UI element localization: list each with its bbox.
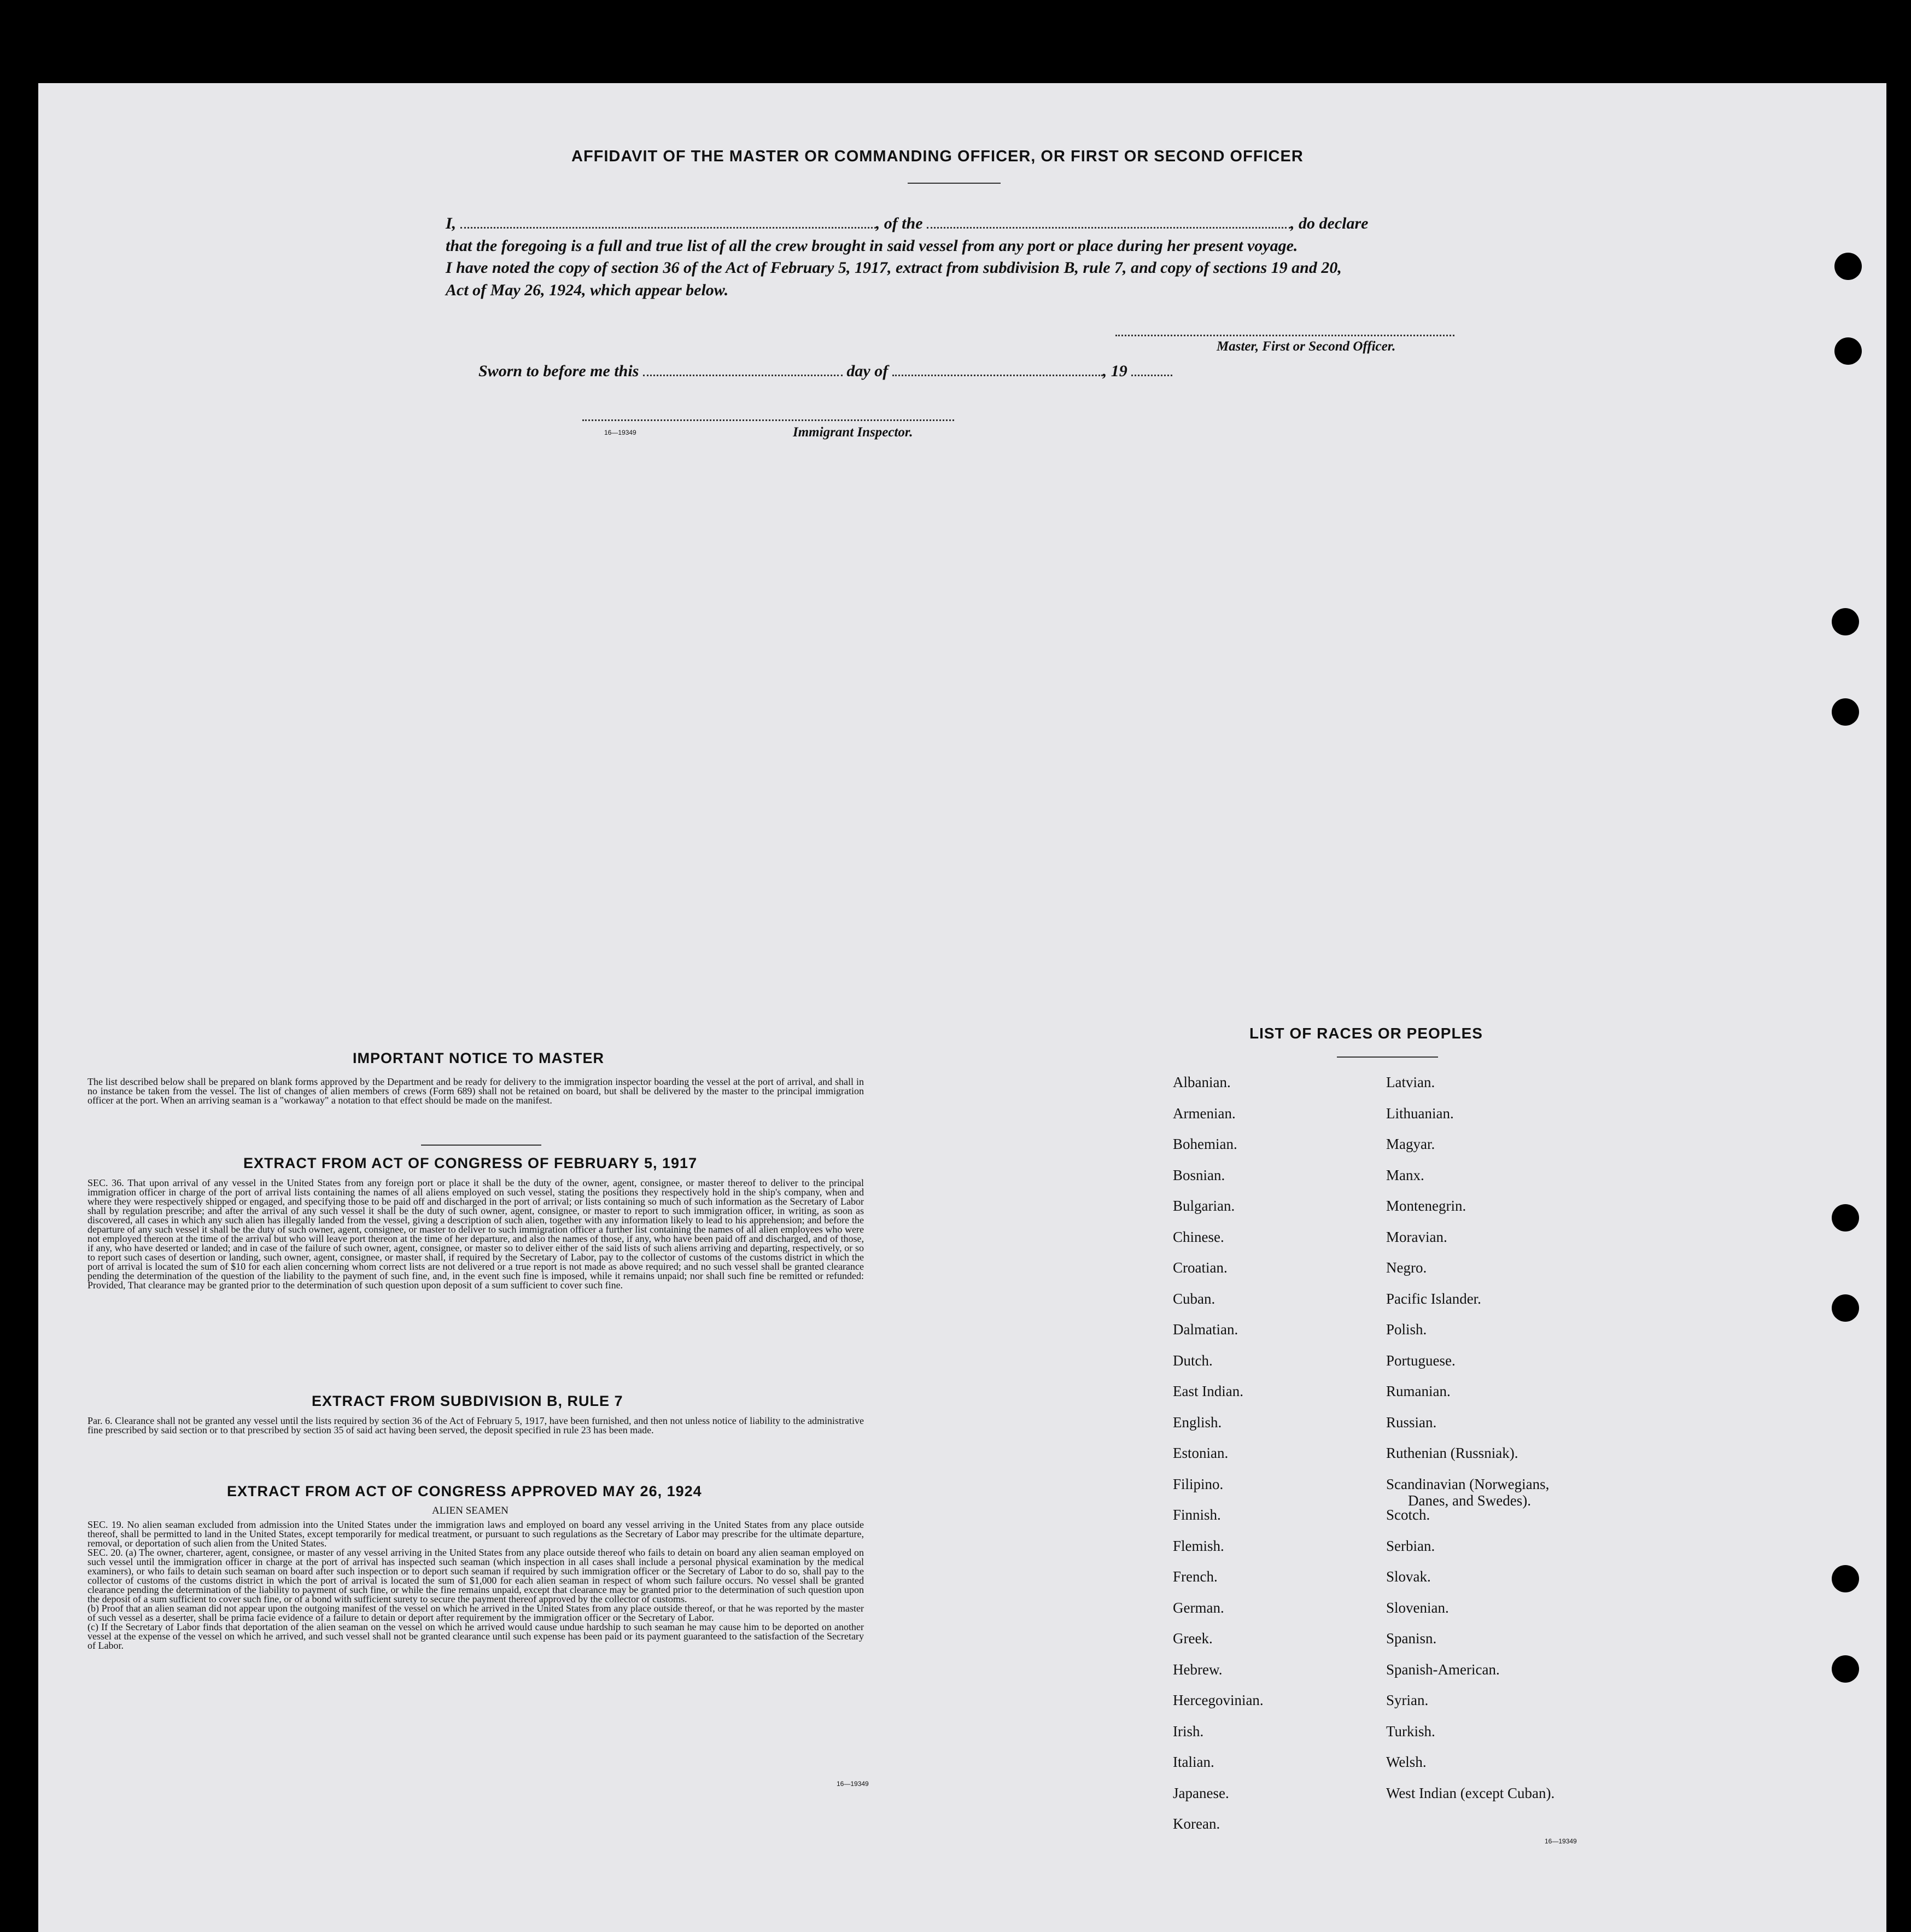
race-item: English.	[1173, 1414, 1222, 1431]
race-item: Bulgarian.	[1173, 1198, 1235, 1214]
section-20a: SEC. 20. (a) The owner, charterer, agent, consignee, or master of any vessel arriving in the United States from any place outside thereof who fails to detain on board any alien seaman employed on such vessel until the immigration officer in charge at the port of arrival has inspected such seaman (which inspection in all cases shall include a personal physical examination by the medical examiners), or who fails to detain such seaman on board after such inspection or to deport such seaman if required by such immigration officer or the Secretary of Labor to do so, shall pay to the collector of customs of the customs district in which the port of arrival is located the sum of $1,000 for each alien seaman in respect of whom such failure occurs. No vessel shall be granted clearance pending the determination of the liability to payment of such fine, or while the fine remains unpaid, except that clearance may be granted prior to the determination of such question upon the deposit of a sum sufficient to cover such fine, or of a bond with sufficient surety to secure the payment thereof approved by the collector of customs.	[87, 1547, 864, 1604]
sworn-day-field[interactable]	[643, 374, 843, 376]
extract-1917-title: EXTRACT FROM ACT OF CONGRESS OF FEBRUARY 5, 1917	[243, 1155, 698, 1171]
affidavit-line-4: Act of May 26, 1924, which appear below.	[446, 281, 729, 299]
affidavit-l1-b: , of the	[875, 214, 923, 232]
notice-divider	[421, 1145, 541, 1146]
race-item: Greek.	[1173, 1630, 1213, 1647]
race-item: Japanese.	[1173, 1784, 1229, 1801]
race-item: Bohemian.	[1173, 1136, 1237, 1152]
affidavit-line-3: I have noted the copy of section 36 of the Act of February 5, 1917, extract from subdivision B, rule 7, and copy of sections 19 and 20,	[446, 259, 1342, 277]
affidavit-l1-c: , do declare	[1290, 214, 1369, 232]
race-item: Italian.	[1173, 1754, 1214, 1770]
title-divider	[908, 183, 1001, 184]
race-item: Slovak.	[1386, 1568, 1431, 1585]
race-item: Hebrew.	[1173, 1661, 1223, 1678]
punch-hole	[1832, 1204, 1859, 1231]
sworn-b: day of	[846, 362, 889, 380]
sworn-line	[478, 362, 1172, 381]
sworn-year-field[interactable]	[1131, 374, 1172, 376]
race-item: Finnish.	[1173, 1507, 1221, 1523]
race-item: Croatian.	[1173, 1259, 1228, 1276]
race-item: Ruthenian (Russniak).	[1386, 1445, 1518, 1461]
affidavit-title: AFFIDAVIT OF THE MASTER OR COMMANDING OFFICER, OR FIRST OR SECOND OFFICER	[571, 148, 1304, 165]
race-item: Latvian.	[1386, 1074, 1435, 1090]
punch-hole	[1834, 253, 1862, 280]
race-item: Slovenian.	[1386, 1599, 1449, 1616]
declarant-name-field[interactable]	[460, 226, 876, 229]
race-item: German.	[1173, 1599, 1224, 1616]
race-item: Scandinavian (Norwegians,	[1386, 1475, 1550, 1492]
rule7-body: Par. 6. Clearance shall not be granted any vessel until the lists required by section 36 of the Act of February 5, 1917, have been furnished, and then not unless notice of liability to the administrative fine prescribed by said section or to that prescribed by section 35 of said act having been served, the deposit specified in rule 23 has been made.	[87, 1415, 864, 1435]
race-item: Portuguese.	[1386, 1352, 1456, 1369]
races-title: LIST OF RACES OR PEOPLES	[1249, 1025, 1483, 1042]
race-item: Russian.	[1386, 1414, 1437, 1431]
extract-1924-subtitle: ALIEN SEAMEN	[432, 1505, 509, 1516]
affidavit-line-1	[446, 214, 1368, 233]
race-item: East Indian.	[1173, 1383, 1243, 1399]
race-item: Korean.	[1173, 1816, 1220, 1832]
races-divider	[1337, 1057, 1438, 1058]
section-19: SEC. 19. No alien seaman excluded from admission into the United States under the immigration laws and employed on board any vessel arriving in the United States from any place outside thereof, shall be permitted to land in the United States, except temporarily for medical treatment, or pursuant to such regulations as the Secretary of Labor may prescribe for the ultimate departure, removal, or deportation of such alien from the United States.	[87, 1519, 864, 1549]
punch-hole	[1832, 698, 1859, 726]
race-item: Dalmatian.	[1173, 1321, 1238, 1338]
race-item: Cuban.	[1173, 1290, 1215, 1307]
race-item: Polish.	[1386, 1321, 1427, 1338]
race-item: Albanian.	[1173, 1074, 1231, 1090]
race-item: West Indian (except Cuban).	[1386, 1784, 1555, 1801]
races-form-number: 16—19349	[1545, 1837, 1577, 1845]
notice-title: IMPORTANT NOTICE TO MASTER	[353, 1050, 604, 1066]
section-20b: (b) Proof that an alien seaman did not appear upon the outgoing manifest of the vessel on which he arrived in the United States from any place outside thereof, or that he was reported by the master of such vessel as a deserter, shall be prima facie evidence of a failure to detain or deport after requirement by the immigration officer or the Secretary of Labor.	[87, 1603, 864, 1623]
race-item: Flemish.	[1173, 1537, 1224, 1554]
race-item: Magyar.	[1386, 1136, 1435, 1152]
race-item: Spanish-American.	[1386, 1661, 1500, 1678]
race-item: Moravian.	[1386, 1228, 1447, 1245]
master-signature-field[interactable]	[1115, 335, 1454, 336]
inspector-signature-field[interactable]	[582, 419, 954, 421]
master-signature-label: Master, First or Second Officer.	[1217, 339, 1396, 354]
inspector-signature-label: Immigrant Inspector.	[793, 425, 913, 440]
extract-1924-title: EXTRACT FROM ACT OF CONGRESS APPROVED MAY 26, 1924	[227, 1483, 702, 1499]
race-item: Pacific Islander.	[1386, 1290, 1481, 1307]
race-item: Armenian.	[1173, 1105, 1236, 1122]
punch-hole	[1832, 608, 1859, 635]
race-item: Montenegrin.	[1386, 1198, 1466, 1214]
race-item: Turkish.	[1386, 1723, 1435, 1740]
vessel-name-field[interactable]	[927, 226, 1290, 229]
race-item: Lithuanian.	[1386, 1105, 1454, 1122]
section-20c: (c) If the Secretary of Labor finds that deportation of the alien seaman on the vessel on which he arrived would cause undue hardship to such seaman he may cause him to be deported on another vessel at the expense of the vessel on which he arrived, and such vessel shall not be granted clearance until such expense has been paid or its payment guaranteed to the satisfaction of the Secretary of Labor.	[87, 1621, 864, 1651]
form-sheet	[38, 83, 1886, 1932]
affidavit-line-2: that the foregoing is a full and true list of all the crew brought in said vessel from any port or place during her present voyage.	[446, 237, 1298, 255]
punch-hole	[1834, 337, 1862, 365]
race-item: Syrian.	[1386, 1692, 1429, 1708]
sworn-c: , 19	[1102, 362, 1127, 380]
race-item: Manx.	[1386, 1166, 1424, 1183]
race-item: French.	[1173, 1568, 1218, 1585]
race-item: Negro.	[1386, 1259, 1427, 1276]
punch-hole	[1832, 1294, 1859, 1322]
race-item: Hercegovinian.	[1173, 1692, 1264, 1708]
punch-hole	[1832, 1655, 1859, 1683]
race-item: Serbian.	[1386, 1537, 1435, 1554]
race-item: Bosnian.	[1173, 1166, 1225, 1183]
affidavit-l1-a: I,	[446, 214, 457, 232]
affidavit-form-number: 16—19349	[604, 429, 636, 436]
extract-form-number: 16—19349	[837, 1780, 869, 1788]
race-item: Spanisn.	[1386, 1630, 1437, 1647]
sworn-a: Sworn to before me this	[478, 362, 639, 380]
notice-body: The list described below shall be prepared on blank forms approved by the Department and be ready for delivery to the immigration inspector boarding the vessel at the port of arrival, and shall in no instance be taken from the vessel. The list of changes of alien members of crews (Form 689) shall not be retained on board, but shall be delivered by the master to the principal immigration officer at the port. When an arriving seaman is a "workaway" a notation to that effect should be made on the manifest.	[87, 1076, 864, 1106]
race-item: Welsh.	[1386, 1754, 1427, 1770]
punch-hole	[1832, 1565, 1859, 1592]
race-item: Filipino.	[1173, 1475, 1224, 1492]
race-item: Irish.	[1173, 1723, 1204, 1740]
race-item: Dutch.	[1173, 1352, 1213, 1369]
race-item: Scotch.	[1386, 1507, 1430, 1523]
race-item: Rumanian.	[1386, 1383, 1451, 1399]
sworn-month-field[interactable]	[892, 374, 1103, 376]
extract-1924-body	[87, 1520, 864, 1650]
race-item: Danes, and Swedes).	[1408, 1492, 1531, 1509]
extract-1917-body: SEC. 36. That upon arrival of any vessel in the United States from any foreign port or place it shall be the duty of the owner, agent, consignee, or master thereof to deliver to the principal immigration officer in charge of the port of arrival lists containing the names of all aliens employed on such vessel, stating the positions they respectively hold in the ship's company, when and where they were respectively shipped or engaged, and specifying those to be paid off and discharged in the port of arrival; or lists containing so much of such information as the Secretary of Labor shall by regulation prescribe; and after the arrival of any such vessel it shall be the duty of such owner, agent, consignee, or master to report to such immigration officer, in writing, as soon as discovered, all cases in which any such alien has illegally landed from the vessel, giving a description of such alien, together with any information likely to lead to his apprehension; and before the departure of any such vessel it shall be the duty of such owner, agent, consignee, or master to deliver to such immigration officer a further list containing the names of all alien employees who were not employed thereon at the time of the arrival but who will leave port thereon at the time of her departure, and also the names of those, if any, who have been paid off and discharged, and of those, if any, who have deserted or landed; and in case of the failure of such owner, agent, consignee, or master so to deliver either of the said lists of such aliens arriving and departing, respectively, or so to report such cases of desertion or landing, such owner, agent, consignee, or master shall, if required by the Secretary of Labor, pay to the collector of customs of the customs district in which the port of arrival is located the sum of $10 for each alien concerning whom correct lists are not delivered or a true report is not made as above required; and no such vessel shall be granted clearance pending the determination of the question of the liability to the payment of such fine, and, in the event such fine is imposed, while it remains unpaid; nor shall such fine be remitted or refunded: Provided, That clearance may be granted prior to the determination of such question upon deposit of a sum sufficient to cover such fine.	[87, 1177, 864, 1291]
rule7-title: EXTRACT FROM SUBDIVISION B, RULE 7	[312, 1393, 623, 1409]
race-item: Estonian.	[1173, 1445, 1229, 1461]
race-item: Chinese.	[1173, 1228, 1224, 1245]
